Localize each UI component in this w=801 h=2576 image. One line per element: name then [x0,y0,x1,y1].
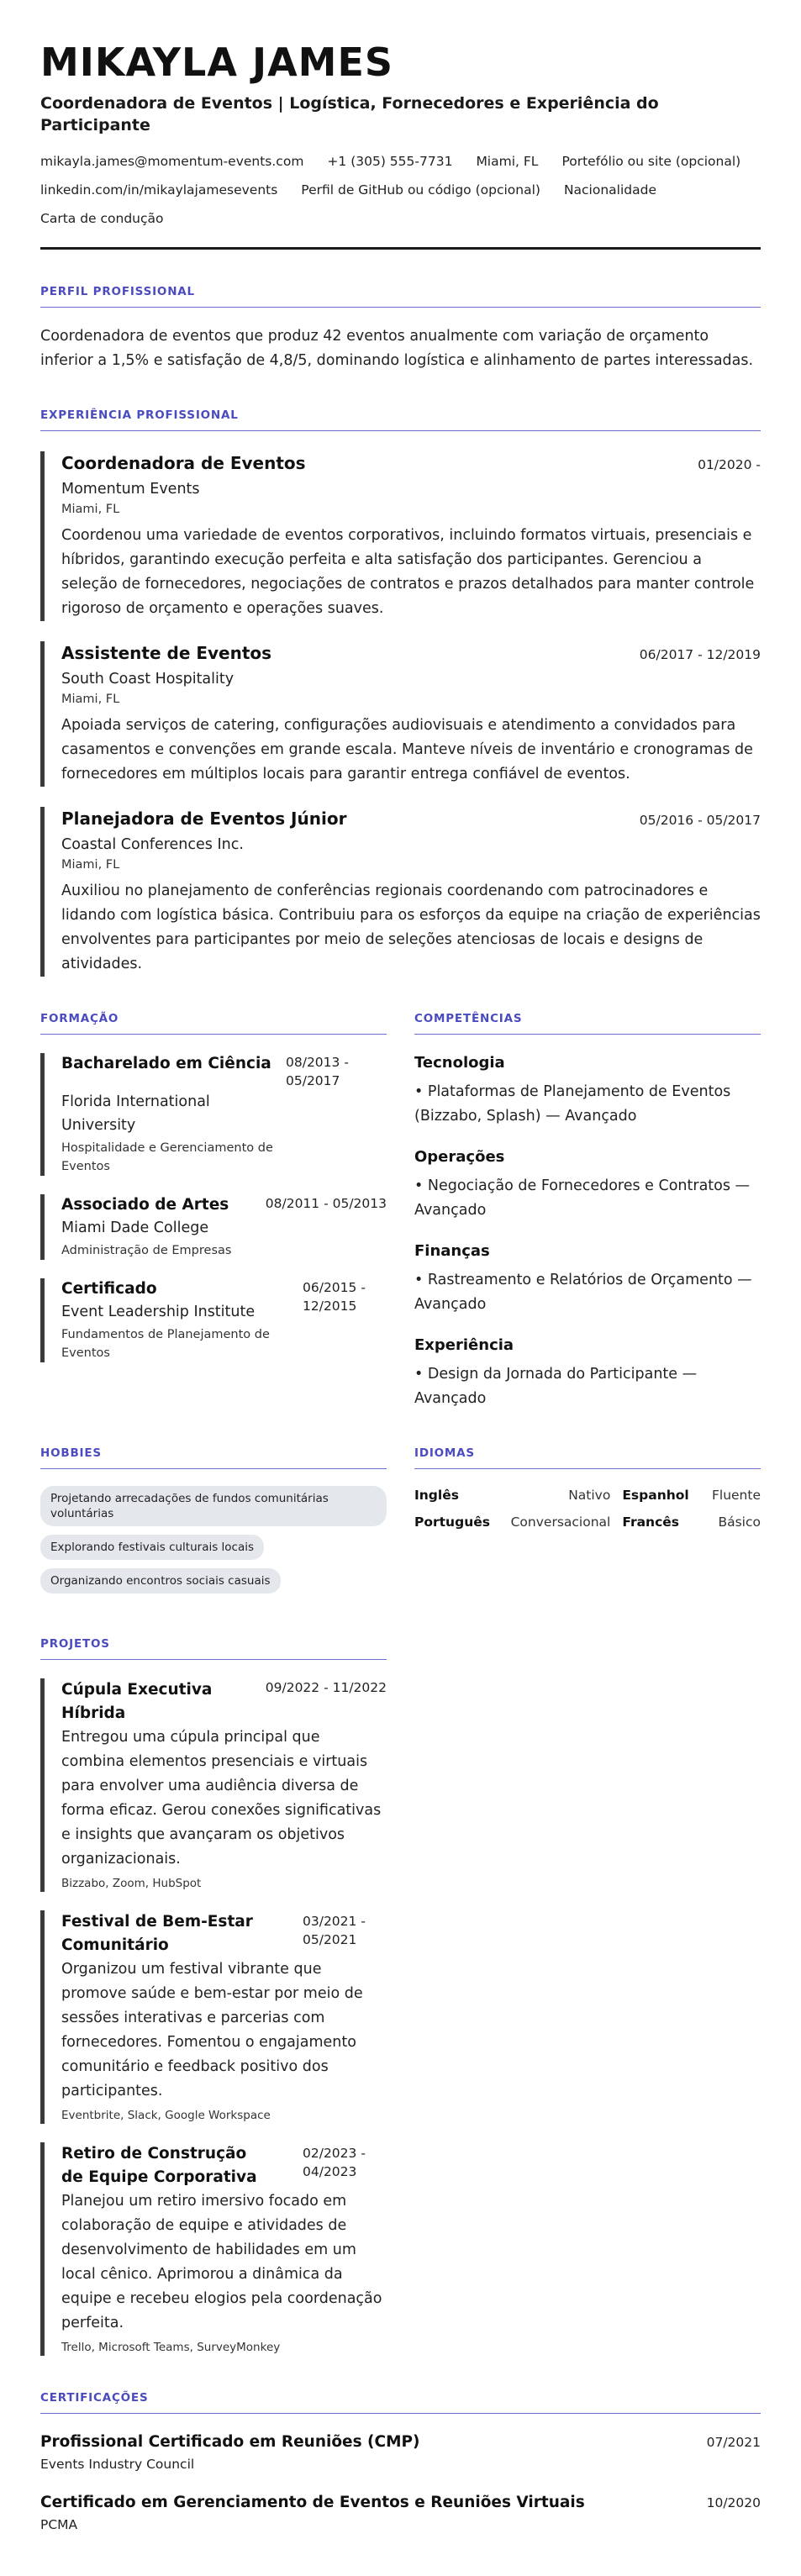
project-dates: 02/2023 - 04/2023 [303,2146,366,2179]
skills-column [414,977,761,1411]
summary-text: Coordenadora de eventos que produz 42 eventos anualmente com variação de orçamento inferior a 1,5% e satisfação de 4,8/5, dominando logística e alinhamento de partes interessadas. [40,328,754,369]
project-item [40,1910,387,2124]
hobby-chip: Projetando arrecadações de fundos comunitárias voluntárias [40,1486,387,1526]
skill-category: Tecnologia [414,1054,505,1072]
skill-category: Finanças [414,1242,490,1260]
section-title-hobbies: HOBBIES [40,1445,387,1469]
project-tools: Bizzabo, Zoom, HubSpot [61,1877,202,1890]
certification-item [40,2491,761,2535]
certification-date: 07/2021 [706,2435,761,2450]
language-name: Espanhol [622,1488,689,1503]
contact-email[interactable]: mikayla.james@momentum-events.com [40,154,304,169]
headline: Coordenadora de Eventos | Logística, Fornecedores e Experiência do Participante [40,94,659,134]
field-of-study: Hospitalidade e Gerenciamento de Eventos [61,1141,273,1173]
job-location: Miami, FL [61,858,120,872]
job-location: Miami, FL [61,693,120,706]
contact-github[interactable]: Perfil de GitHub ou código (opcional) [301,182,540,198]
education-dates: 06/2015 - 12/2015 [303,1280,366,1314]
contact-nationality: Nacionalidade [563,182,656,198]
project-tools: Eventbrite, Slack, Google Workspace [61,2109,271,2122]
school-name: Miami Dade College [61,1220,209,1236]
education-column [40,977,387,1411]
language-level: Básico [718,1515,761,1530]
language-name: Inglês [414,1488,459,1503]
hobby-list [40,1486,387,1602]
certification-title: Profissional Certificado em Reuniões (CMP) [40,2433,420,2451]
skill-item: • Design da Jornada do Participante — Avançado [414,1366,698,1407]
experience-item [40,641,761,787]
section-title-summary: PERFIL PROFISSIONAL [40,283,761,308]
section-title-projects: PROJETOS [40,1636,387,1660]
skill-item: • Plataformas de Planejamento de Eventos (Bizzabo, Splash) — Avançado [414,1083,731,1125]
language-name: Português [414,1515,490,1530]
hobby-chip: Explorando festivais culturais locais [40,1535,264,1560]
field-of-study: Fundamentos de Planejamento de Eventos [61,1328,270,1360]
section-title-experience: EXPERIÊNCIA PROFISSIONAL [40,407,761,431]
school-name: Event Leadership Institute [61,1304,256,1320]
degree-title: Associado de Artes [61,1196,229,1214]
section-title-certifications: CERTIFICAÇÕES [40,2389,761,2414]
degree-title: Bacharelado em Ciência [61,1055,271,1072]
skill-item: • Negociação de Fornecedores e Contratos — Avançado [414,1177,751,1219]
certification-item [40,2431,761,2474]
project-description: Entregou uma cúpula principal que combina elementos presenciais e virtuais para envolver uma audiência diversa de forma eficaz. Gerou conexões significativas e insights que avançaram os objetivos organizacionais. [61,1729,382,1867]
section-title-skills: COMPETÊNCIAS [414,1010,761,1035]
skill-group [414,1146,761,1223]
contact-driving-license: Carta de condução [40,211,164,226]
job-title: Planejadora de Eventos Júnior [61,809,347,829]
section-title-languages: IDIOMAS [414,1445,761,1469]
project-title: Cúpula Executiva Híbrida [61,1681,213,1722]
job-dates: 01/2020 - [698,457,761,472]
project-dates: 09/2022 - 11/2022 [265,1680,387,1695]
job-description: Auxiliou no planejamento de conferências regionais coordenando com patrocinadores e lidando com logística básica. Contribuiu para os esforços da equipe na criação de experiências envolventes para participantes por meio de seleções atenciosas de locais e designs de atividades. [61,882,761,972]
hobbies-languages-row [40,1411,761,1602]
job-company: South Coast Hospitality [61,671,235,687]
job-title: Assistente de Eventos [61,643,272,663]
school-name: Florida International University [61,1093,210,1134]
field-of-study: Administração de Empresas [61,1244,232,1257]
contact-phone[interactable]: +1 (305) 555-7731 [327,154,453,169]
job-dates: 05/2016 - 05/2017 [639,813,761,828]
project-title: Retiro de Construção de Equipe Corporativa [61,2145,257,2186]
hobby-chip: Organizando encontros sociais casuais [40,1568,281,1594]
project-item [40,1678,387,1892]
education-item [40,1194,387,1260]
language-level: Conversacional [510,1515,611,1530]
contact-info [40,151,761,229]
job-description: Coordenou uma variedade de eventos corporativos, incluindo formatos virtuais, presenciais e híbridos, garantindo execução perfeita e alta satisfação dos participantes. Gerenciou a seleção de fornecedores, negociações de contratos e prazos detalhados para manter controle rigoroso de orçamento e operações suaves. [61,527,755,617]
job-company: Momentum Events [61,481,200,498]
language-list [414,1488,761,1530]
skill-category: Operações [414,1148,505,1166]
education-dates: 08/2013 - 05/2017 [286,1055,349,1088]
job-company: Coastal Conferences Inc. [61,836,244,853]
languages-column [414,1411,761,1602]
project-description: Organizou um festival vibrante que promove saúde e bem-estar por meio de sessões interativas e parcerias com fornecedores. Fomentou o engajamento comunitário e feedback positivo dos participantes. [61,1961,363,2099]
resume-header [40,40,761,250]
project-tools: Trello, Microsoft Teams, SurveyMonkey [61,2341,281,2354]
language-level: Nativo [568,1488,611,1503]
degree-block [61,1278,255,1324]
contact-linkedin[interactable]: linkedin.com/in/mikaylajamesevents [40,182,278,198]
skill-group [414,1334,761,1411]
experience-item [40,807,761,977]
project-title: Festival de Bem-Estar Comunitário [61,1913,253,1954]
skill-group [414,1051,761,1129]
certification-issuer: PCMA [40,2517,78,2532]
projects-column [40,1636,387,2356]
language-name: Francês [622,1515,680,1530]
project-item [40,2142,387,2356]
certification-title: Certificado em Gerenciamento de Eventos e Reuniões Virtuais [40,2494,585,2511]
education-dates: 08/2011 - 05/2013 [265,1196,387,1211]
section-title-education: FORMAÇÃO [40,1010,387,1035]
contact-portfolio[interactable]: Portefólio ou site (opcional) [561,154,741,169]
certification-issuer: Events Industry Council [40,2457,195,2472]
project-description: Planejou um retiro imersivo focado em colaboração de equipe e atividades de desenvolvimento de habilidades em um local cênico. Aprimorou a dinâmica da equipe e recebeu elogios pela coordenação perfeita. [61,2193,382,2331]
hobbies-column [40,1411,387,1602]
header-divider [40,247,761,250]
certification-date: 10/2020 [706,2495,761,2510]
job-description: Apoiada serviços de catering, configurações audiovisuais e atendimento a convidados para casamentos e convenções em grande escala. Manteve níveis de inventário e cronogramas de fornecedores em múltiplos locais para garantir entrega confiável de eventos. [61,717,753,782]
job-title: Coordenadora de Eventos [61,453,306,473]
job-location: Miami, FL [61,503,120,516]
project-dates: 03/2021 - 05/2021 [303,1914,366,1947]
language-level: Fluente [711,1488,761,1503]
skill-category: Experiência [414,1336,514,1354]
education-item [40,1053,387,1176]
education-skills-row [40,977,761,1411]
experience-item [40,451,761,621]
degree-title: Certificado [61,1280,157,1298]
education-item [40,1278,387,1362]
job-dates: 06/2017 - 12/2019 [639,647,761,662]
skill-group [414,1240,761,1317]
candidate-name: MIKAYLA JAMES [40,40,394,85]
skill-item: • Rastreamento e Relatórios de Orçamento — Avançado [414,1272,752,1313]
contact-location: Miami, FL [476,154,539,169]
